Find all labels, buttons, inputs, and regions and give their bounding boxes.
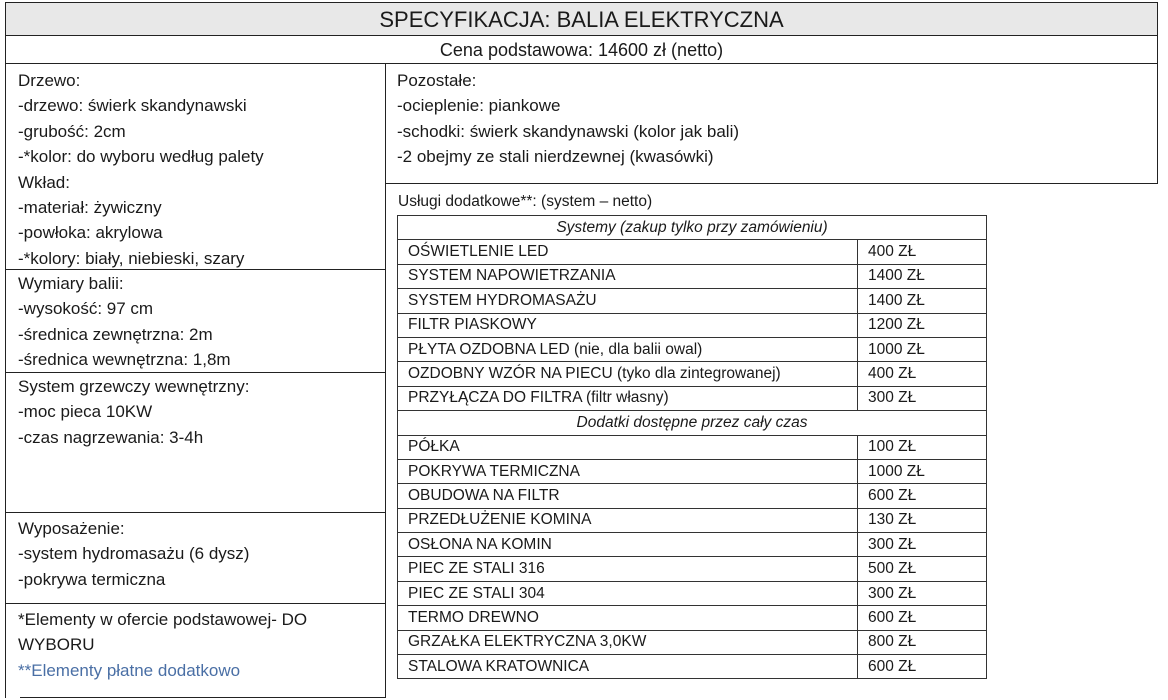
table-row [398, 606, 987, 630]
table-row [398, 386, 987, 410]
extra-name: OSŁONA NA KOMIN [398, 533, 858, 557]
table-row [398, 533, 987, 557]
section-divider [5, 512, 386, 513]
extra-price: 800 ZŁ [858, 630, 987, 654]
table-row [398, 581, 987, 605]
services-table [397, 215, 987, 679]
extra-name: PÓŁKA [398, 435, 858, 459]
service-name: SYSTEM NAPOWIETRZANIA [398, 264, 858, 288]
section-divider [385, 183, 1158, 184]
section-line: -schodki: świerk skandynawski (kolor jak bali) [397, 121, 740, 141]
section-line: Pozostałe: [397, 71, 477, 90]
extra-price: 500 ZŁ [858, 557, 987, 581]
section-line: -2 obejmy ze stali nierdzewnej (kwasówki) [397, 147, 714, 167]
service-name: PRZYŁĄCZA DO FILTRA (filtr własny) [398, 386, 858, 410]
service-price: 1200 ZŁ [858, 313, 987, 337]
section-line: -drzewo: świerk skandynawski [18, 96, 247, 116]
section-other [386, 66, 1158, 172]
section-line: Wkład: [18, 172, 70, 192]
section-heating [5, 372, 386, 512]
table-row [398, 240, 987, 264]
footnotes [5, 605, 386, 697]
service-name: OZDOBNY WZÓR NA PIECU (tyko dla zintegrowanej) [398, 362, 858, 386]
section-dimensions [5, 269, 386, 372]
table-row [398, 484, 987, 508]
section-line: -wysokość: 97 cm [18, 299, 154, 319]
section-line: -powłoka: akrylowa [18, 223, 163, 243]
bottom-border [20, 697, 386, 698]
section-line: -średnica zewnętrzna: 2m [18, 324, 213, 344]
extra-name: GRZAŁKA ELEKTRYCZNA 3,0KW [398, 630, 858, 654]
section-line: -*kolory: biały, niebieski, szary [18, 248, 245, 268]
service-name: FILTR PIASKOWY [398, 313, 858, 337]
table-row [398, 630, 987, 654]
section-line: Wymiary balii: [18, 274, 124, 293]
extra-price: 600 ZŁ [858, 606, 987, 630]
extra-name: PIEC ZE STALI 316 [398, 557, 858, 581]
section-line: System grzewczy wewnętrzny: [18, 377, 250, 396]
extra-price: 130 ZŁ [858, 508, 987, 532]
extra-name: POKRYWA TERMICZNA [398, 459, 858, 483]
service-price: 1400 ZŁ [858, 289, 987, 313]
extra-price: 600 ZŁ [858, 655, 987, 679]
table-row [398, 313, 987, 337]
extra-price: 1000 ZŁ [858, 459, 987, 483]
section-line: -grubość: 2cm [18, 121, 126, 141]
table-header-row [398, 216, 987, 240]
service-price: 1400 ZŁ [858, 264, 987, 288]
service-price: 400 ZŁ [858, 362, 987, 386]
service-price: 400 ZŁ [858, 240, 987, 264]
section-line: -system hydromasażu (6 dysz) [18, 544, 250, 564]
section-line: Wyposażenie: [18, 519, 125, 538]
table-header-row [398, 411, 987, 435]
base-price: Cena podstawowa: 14600 zł (netto) [5, 36, 1158, 64]
extra-price: 300 ZŁ [858, 533, 987, 557]
table-row [398, 459, 987, 483]
table-row [398, 337, 987, 361]
service-price: 300 ZŁ [858, 386, 987, 410]
extra-name: PRZEDŁUŻENIE KOMINA [398, 508, 858, 532]
document-title: SPECYFIKACJA: BALIA ELEKTRYCZNA [5, 2, 1158, 36]
extra-price: 600 ZŁ [858, 484, 987, 508]
systems-header: Systemy (zakup tylko przy zamówieniu) [398, 216, 987, 240]
footnote-included: *Elementy w ofercie podstawowej- DO [18, 610, 308, 629]
table-row [398, 264, 987, 288]
section-line: -ocieplenie: piankowe [397, 96, 561, 116]
footnote-included-cont: WYBORU [18, 635, 95, 655]
section-line: -moc pieca 10KW [18, 402, 153, 422]
table-row [398, 435, 987, 459]
section-line: -materiał: żywiczny [18, 198, 162, 218]
extra-name: TERMO DREWNO [398, 606, 858, 630]
service-price: 1000 ZŁ [858, 337, 987, 361]
section-wood-liner [5, 66, 386, 269]
section-divider [5, 603, 386, 604]
section-line: -czas nagrzewania: 3-4h [18, 427, 204, 447]
extra-name: OBUDOWA NA FILTR [398, 484, 858, 508]
section-line: -średnica wewnętrzna: 1,8m [18, 350, 231, 370]
table-row [398, 362, 987, 386]
section-line: -*kolor: do wyboru według palety [18, 147, 264, 167]
extra-name: STALOWA KRATOWNICA [398, 655, 858, 679]
service-name: OŚWIETLENIE LED [398, 240, 858, 264]
footnote-paid: **Elementy płatne dodatkowo [18, 660, 241, 680]
section-line: Drzewo: [18, 71, 81, 90]
extra-price: 100 ZŁ [858, 435, 987, 459]
table-row [398, 557, 987, 581]
extra-name: PIEC ZE STALI 304 [398, 581, 858, 605]
extras-header: Dodatki dostępne przez cały czas [398, 411, 987, 435]
table-row [398, 508, 987, 532]
table-row [398, 655, 987, 679]
extra-services-label: Usługi dodatkowe**: (system – netto) [398, 193, 653, 210]
section-line: -pokrywa termiczna [18, 569, 166, 589]
service-name: SYSTEM HYDROMASAŻU [398, 289, 858, 313]
section-equipment [5, 514, 386, 602]
table-row [398, 289, 987, 313]
extra-price: 300 ZŁ [858, 581, 987, 605]
service-name: PŁYTA OZDOBNA LED (nie, dla balii owal) [398, 337, 858, 361]
